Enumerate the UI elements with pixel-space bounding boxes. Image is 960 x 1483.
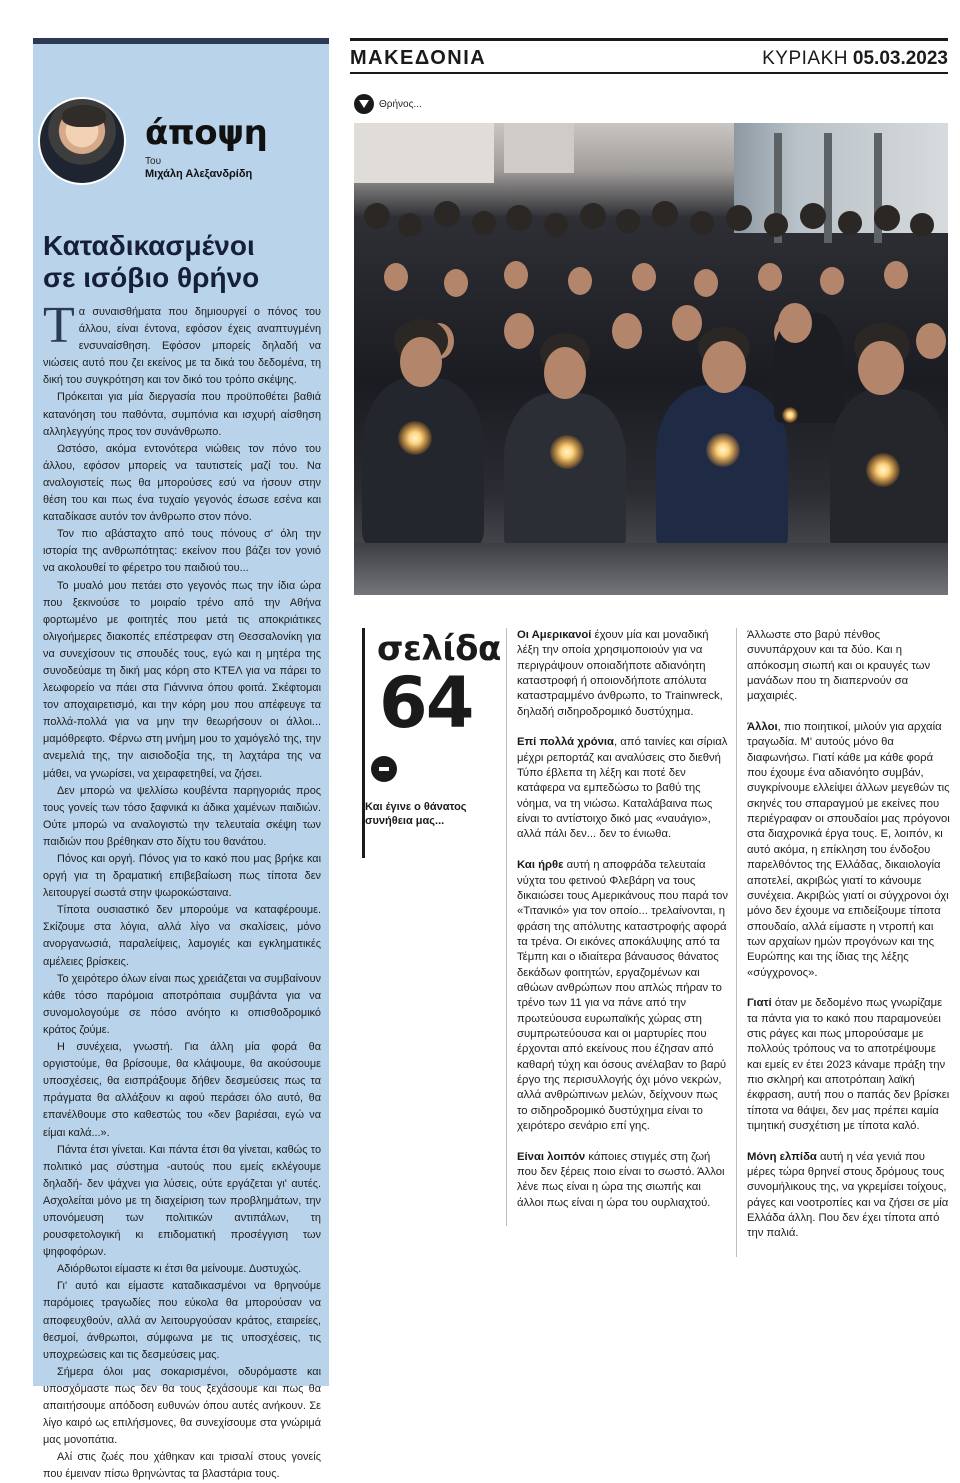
opinion-title-line2: σε ισόβιο θρήνο — [43, 262, 260, 293]
opinion-paragraph: Δεν μπορώ να ψελλίσω κουβέντα παρηγοριάς προς τους γονείς των τόσο ξαφνικά κι άδικα χαμένων παιδιών. Ούτε μπορώ να αναλογιστώ την τελευταία σκέψη των παιδιών που βρέθηκαν στο δίχτυ του θανάτου. — [43, 784, 321, 848]
opinion-paragraph: Ωστόσο, ακόμα εντονότερα νιώθεις τον πόνο του άλλου, εφόσον μπορείς να ταυτιστείς μαζί του. Να αναλογιστείς πως θα μπορούσες εσύ να ήσουν στην θέση του και πως ένα τυχαίο γεγονός έσωσε εσένα και καταδίκασε αυτόν τον άνθρωπο στον πόνο. — [43, 442, 321, 524]
opinion-paragraph: Σήμερα όλοι μας σοκαρισμένοι, οδυρόμαστε και υποσχόμαστε πως δεν θα τους ξεχάσουμε και πως θα απαιτήσουμε απόδοση ευθυνών όπου αυτές ανήκουν. Σε λίγο καιρό ως επιλήσμονες, θα συνεχίσουμε στα γνώριμά μας μονοπάτια. — [43, 1365, 321, 1447]
opinion-paragraph: Το χειρότερο όλων είναι πως χρειάζεται να συμβαίνουν κάθε τόσο παρόμοια αποτρόπαια συμβάντα για να συνομολογούμε σε πόσο ανόητο κι οπισθοδρομικό κράτος ζούμε. — [43, 972, 321, 1036]
opinion-paragraph: Η συνέχεια, γνωστή. Για άλλη μία φορά θα οργιστούμε, θα βρίσουμε, θα κλάψουμε, θα ακούσουμε υποσχέσεις, θα εισπράξουμε δήθεν δεσμεύσεις πως τα πράγματα θα αλλάξουν κι αφού περάσει όλο αυτό, θα επανέλθουμε στο καθεστώς του «δεν βαριέσαι, εγώ να είμαι καλά...». — [43, 1041, 321, 1139]
article-paragraph: Μόνη ελπίδα αυτή η νέα γενιά που μέρες τώρα θρηνεί στους δρόμους τους συνομήλικους της, να γκρεμίσει τοίχους, ράγες και νοοτροπίες και να ζήσει σε μία Ελλάδα άλλη. Που δεν έχει τίποτα από την παλιά. — [747, 1150, 949, 1240]
opinion-paragraph: Αλί στις ζωές που χάθηκαν και τρισαλί στους γονείς που έμειναν πίσω θρηνώντας τα βλαστάρια τους. — [43, 1451, 321, 1481]
drop-cap: Τ — [43, 297, 75, 354]
issue-day: ΚΥΡΙΑΚΗ — [762, 48, 848, 69]
article-paragraph: Οι Αμερικανοί έχουν μία και μοναδική λέξη την οποία χρησιμοποιούν για να περιγράψουν οποιαδήποτε αδιανόητη καταστροφή ή οποιονδήποτε απόλυτα καταστραμμένο άνθρωπο, το Trainwreck, δηλαδή σιδηροδρομικό δυστύχημα. — [517, 629, 723, 718]
opinion-paragraph: Πάντα έτσι γίνεται. Και πάντα έτσι θα γίνεται, καθώς το πολιτικό μας σύστημα -αυτούς που εμείς εκλέγουμε δηλαδή- δεν ψάχνει για λύσεις, ούτε εργάζεται γι' αυτές. Ασχολείται μόνο με τη διαχείριση των προβλημάτων, την υπονόμευση των πολιτικών αντιπάλων, τη ρουσφετολογική κι επιδοματική προσέγγιση των ψηφοφόρων. — [43, 1143, 321, 1259]
candle-flame — [550, 435, 584, 469]
paper-header — [350, 38, 948, 74]
candle-flame — [782, 407, 798, 423]
section-tag-label: Θρήνος... — [379, 99, 422, 110]
opinion-paragraph: Το μυαλό μου πετάει στο γεγονός πως την ίδια ώρα που ξεκινούσε το μοιραίο τρένο από την Αθήνα φορτωμένο με φοιτητές που μετά τις αποκριάτικες ολιγοήμερες διακοπές επέστρεφαν στη Θεσσαλονίκη για να συνεχίσουν τις σπουδές τους, εγώ και η μητέρα της συνοδεύαμε τη δική μας κόρη στο ΚΤΕΛ για να πάρει το λεωφορείο να πάει στα Γιάννινα όπου φοιτά. Σκέφτομαι τον αποχαιρετισμό, και την κόρη μου που απέφευγε τα πολλά-πολλά για να μην την θεωρήσουν οι άλλοι... μαμόθρεφτο. Φέρνω στη μνήμη μου το χαμόγελό της, την ανεμελιά της, την αισιοδοξία της, τη λαχτάρα της να μάθει, να γνωρίσει, να χειραφετηθεί, να ζήσει. — [43, 579, 321, 780]
opinion-paragraph: Τα συναισθήματα που δημιουργεί ο πόνος του άλλου, είναι έντονα, εφόσον έχεις αναπτυγμένη ενσυναίσθηση. Εφόσον μπορείς δηλαδή να νιώσεις αυτό που ζει εκείνος με τα δικά του δεδομένα, τη δική του συγκρότηση και τον δικό του τρόπο σκέψης. — [43, 297, 321, 387]
triangle-down-icon — [354, 94, 374, 114]
opinion-title-line1: Καταδικασμένοι — [43, 230, 255, 261]
article-paragraph: Άλλοι, πιο ποιητικοί, μιλούν για αρχαία τραγωδία. Μ' αυτούς μόνο θα διαφωνήσω. Γιατί κάθε μα κάθε φορά που έχουμε ένα αδιανόητο συμβάν, συγκρίνουμε ελλείψει άλλων μεγεθών τις σκηνές του σπαραγμού με εκείνες που περιέγραφαν οι σπουδαίοι μας πρόγονοι στα διαχρονικά έργα τους. Ε, λοιπόν, κι αυτό ακόμα, η επίκληση του ένδοξου παρελθόντος της Ελλάδας, δικαιολογία αποτελεί, ακριβώς γιατί το κάνουμε συνέχεια. Ακριβώς γιατί οι σύγχρονοι όχι μόνο δεν έχουμε να επιδείξουμε τίποτα σπουδαίο, αλλά είμαστε η ντροπή και των αρχαίων ημών προγόνων και της Ευρώπης και της ίδιας της λέξης «σύγχρονος». — [747, 721, 950, 979]
candle-flame — [866, 453, 900, 487]
candle-flame — [706, 433, 740, 467]
author-avatar — [38, 97, 126, 185]
vigil-photo — [354, 123, 948, 595]
page-word: σελίδα — [377, 629, 501, 669]
article-column-right — [736, 628, 950, 1257]
page-number: 64 — [379, 662, 473, 744]
page-caption: Και έγινε ο θάνατος συνήθεια μας... — [365, 801, 467, 827]
opinion-paragraph: Τίποτα ουσιαστικό δεν μπορούμε να καταφέρουμε. Σκίζουμε στα λόγια, αλλά λίγο να σκαλίσεις, μόνο ανοργανωσιά, παραλείψεις, λαμογιές και εγκληματικές αμέλειες βρίσκεις. — [43, 904, 321, 968]
opinion-title — [43, 230, 323, 294]
opinion-paragraph: Πόνος και οργή. Πόνος για το κακό που μας βρήκε και οργή για τη δραματική επιβεβαίωση πως τίποτα δεν λειτουργεί σωστά στην ψωροκώσταινα. — [43, 853, 321, 900]
newspaper-name: ΜΑΚΕΔΟΝΙΑ — [350, 47, 487, 69]
article-paragraph: Και ήρθε αυτή η αποφράδα τελευταία νύχτα του φετινού Φλεβάρη να τους δικαιώσει τους Αμερικάνους που παρά τον «Τιτανικό» για τον οποίο... τρελαίνονται, η φράση της απόλυτης καταστροφής αφορά τα τρένα. Οι εικόνες αποκάλυψης από τα Τέμπη και ο ιδιαίτερα βάναυσος θάνατος δεκάδων φοιτητών, εργαζομένων και αθώων ανθρώπων που απλώς πήραν το τρένο των 11 για να πάνε από την πρωτεύουσα ευρωπαϊκής χώρας στη συμπρωτεύουσα και οι μαρτυρίες που έρχονται από εκείνους που έζησαν από καθαρή τύχη και όσους ανέλαβαν το βαρύ έργο της περισυλλογής όχι μόνο νεκρών, αλλά ανθρώπινων μελών, δείχνουν πως το σιδηροδρομικό δυστύχημα είναι το χειρότερο σενάριο επί γης. — [517, 859, 729, 1132]
opinion-paragraph: Πρόκειται για μία διεργασία που προϋποθέτει βαθιά κατανόηση του παθόντα, συμπόνια και ισχυρή αίσθηση αλληλεγγύης προς τον συνάνθρωπο. — [43, 391, 321, 438]
article-column-middle — [506, 628, 730, 1226]
opinion-label: άποψη — [145, 113, 268, 153]
page-reference-box — [362, 628, 501, 858]
opinion-paragraph: Γι' αυτό και είμαστε καταδικασμένοι να θρηνούμε παρόμοιες τραγωδίες που εύκολα θα μπορούσαν να αποφευχθούν, αλλά αν λειτουργούσαν κράτος, εταιρείες, θεσμοί, άνθρωποι, σύμφωνα με τις υποσχέσεις, τις υποχρεώσεις και τις δεσμεύσεις μας. — [43, 1280, 321, 1361]
opinion-column — [33, 38, 329, 1481]
opinion-body — [43, 297, 321, 1483]
issue-date: 05.03.2023 — [852, 48, 948, 69]
article-paragraph: Είναι λοιπόν κάποιες στιγμές στη ζωή που δεν ξέρεις ποιο είναι το σωστό. Άλλοι λένε πως είναι η ώρα της σιωπής και άλλοι πως είναι η ώρα του ουρλιαχτού. — [517, 1150, 725, 1209]
candle-flame — [398, 421, 432, 455]
opinion-paragraph: Τον πιο αβάσταχτο από τους πόνους σ' όλη την ιστορία της ανθρωπότητας: εκείνον που βάζει τον γονιό να ακολουθεί το φέρετρο του παιδιού του... — [43, 528, 321, 575]
opinion-header — [33, 44, 329, 194]
byline-prefix: Του — [145, 156, 162, 167]
opinion-paragraph: Αδιόρθωτοι είμαστε κι έτσι θα μείνουμε. Δυστυχώς. — [57, 1263, 302, 1276]
author-name: Μιχάλη Αλεξανδρίδη — [145, 168, 253, 180]
article-paragraph: Άλλωστε στο βαρύ πένθος συνυπάρχουν και τα δύο. Και η απόκοσμη σιωπή και οι κραυγές των μανάδων που τη διαπερνούν σα μαχαιριές. — [747, 629, 931, 703]
article-paragraph: Επί πολλά χρόνια, από ταινίες και σίριαλ μέχρι ρεπορτάζ και αναλύσεις στο διεθνή Τύπο έβλεπα τη λέξη και ποτέ δεν κατάφερα να εμπεδώσω το βαθύ της νόημα, να τη νιώσω. Καταλάβαινα πως είναι το αντίστοιχο δικό μας «ναυάγιο», αλλά πάλι δεν... δεν το ένιωθα. — [517, 736, 728, 841]
minus-icon — [371, 756, 397, 782]
article-paragraph: Γιατί όταν με δεδομένο πως γνωρίζαμε τα πάντα για το κακό που παραμονεύει στις ράγες και πως μπορούσαμε με πολλούς τρόπους να το αποτρέψουμε και εμείς εν έτει 2023 κάναμε πράξη την πιο σκληρή και αποτρόπαιη λαϊκή έκφραση, αυτή που ο παπάς δεν βρίσκει τίποτα να θάψει, δεν μας πρέπει καμία τιμητική συσχέτιση με τίποτα καλό. — [747, 997, 950, 1132]
